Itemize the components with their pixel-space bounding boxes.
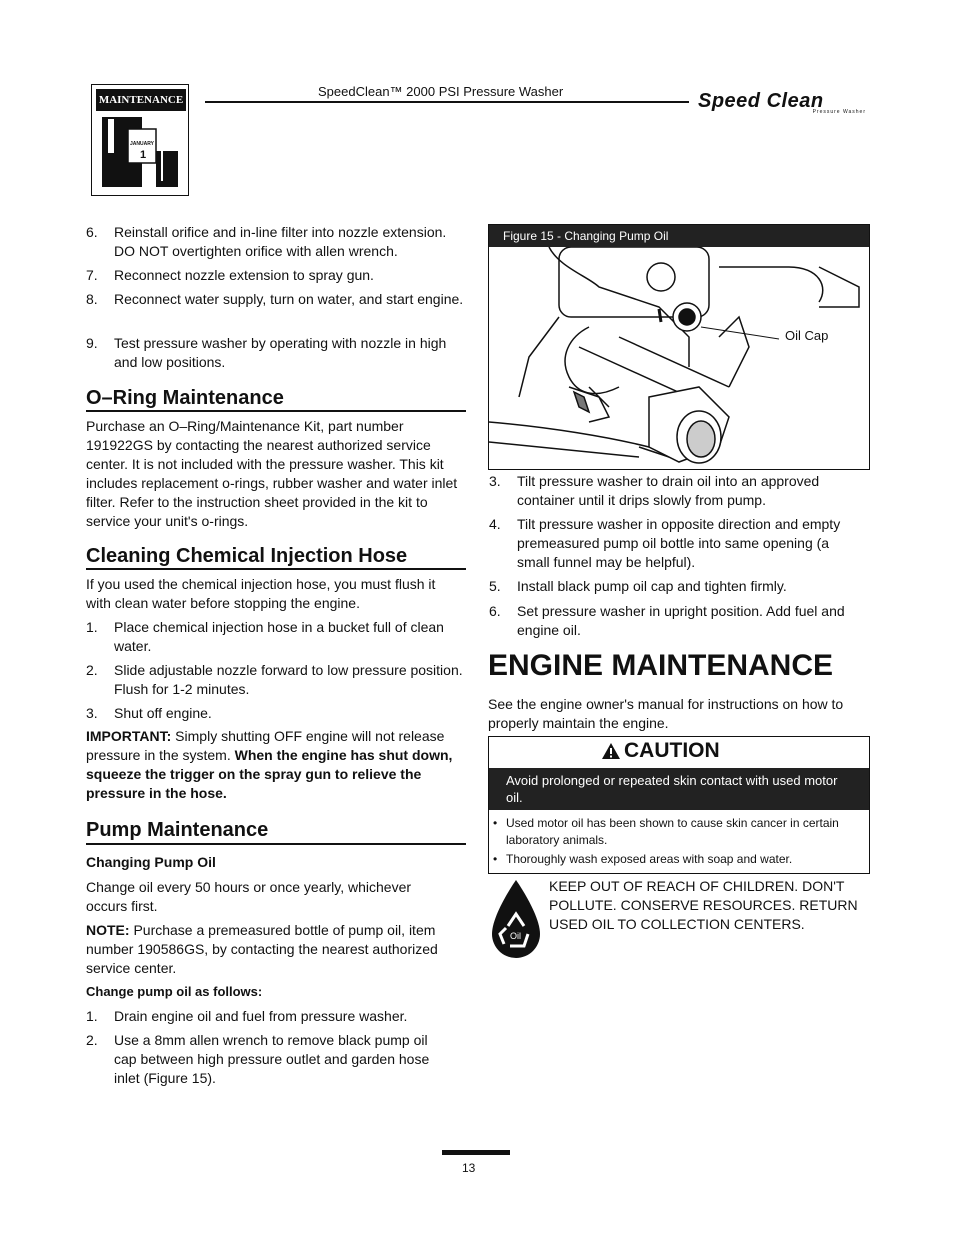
list-text: Reconnect nozzle extension to spray gun. [114,267,374,283]
list-number: 9. [86,335,98,351]
bullet-dot: • [493,816,498,830]
caution-bullet [493,815,863,849]
list-text: Tilt pressure washer in opposite direction and empty premeasured pump oil bottle into same opening (a small funnel may be helpful). [517,516,841,570]
pump-oil-illustration [489,247,869,469]
list-text: Test pressure washer by operating with nozzle in high and low positions. [114,335,447,370]
maintenance-badge [91,84,189,196]
list-number: 2. [86,1032,98,1048]
brand-sub: Pressure Washer [812,109,866,115]
important-note [86,727,461,803]
list-number: 5. [489,578,501,594]
header-title: SpeedClean™ 2000 PSI Pressure Washer [318,84,564,99]
caution-box [488,736,870,874]
important-bold: When the engine has shut down, squeeze the trigger on the spray gun to relieve the pressure in the hose. [86,747,453,801]
list-text: Reconnect water supply, turn on water, and start engine. [114,291,464,307]
pump-frequency: Change oil every 50 hours or once yearly, whichever occurs first. [86,879,412,914]
oring-body: Purchase an O–Ring/Maintenance Kit, part number 191922GS by contacting the nearest authorized service center. It is not included with the pressure washer. This kit includes replacement o-rings, rubber washer and water inlet filter. Refer to the instruction sheet provided in the kit to service your unit's o-rings. [86,418,458,529]
note-text: Purchase a premeasured bottle of pump oil, item number 190586GS, by contacting the nearest authorized service center. [86,922,438,976]
page-number: 13 [462,1161,476,1175]
important-label: IMPORTANT: [86,728,172,744]
recycle-text: KEEP OUT OF REACH OF CHILDREN. DON'T POLLUTE. CONSERVE RESOURCES. RETURN USED OIL TO COLLECTION CENTERS. [549,878,858,932]
list-number: 6. [86,224,98,240]
list-number: 8. [86,291,98,307]
caution-bullet [493,851,863,868]
list-text: Use a 8mm allen wrench to remove black pump oil cap between high pressure outlet and garden hose inlet (Figure 15). [114,1032,430,1086]
list-text: Place chemical injection hose in a bucket full of clean water. [114,619,444,654]
bullet-text: Used motor oil has been shown to cause skin cancer in certain laboratory animals. [506,816,839,847]
pump-rule [86,843,466,845]
footer-bar [442,1150,510,1155]
caution-banner: Avoid prolonged or repeated skin contact with used motor oil. [489,768,869,810]
header-rule [205,101,689,103]
list-number: 2. [86,662,98,678]
list-text: Reinstall orifice and in-line filter into nozzle extension. DO NOT overtighten orifice with allen wrench. [114,224,447,259]
list-text: Shut off engine. [114,705,212,721]
chem-heading: Cleaning Chemical Injection Hose [86,545,408,567]
list-text: Tilt pressure washer to drain oil into an approved container until it drips slowly from pump. [517,473,820,508]
list-number: 6. [489,603,501,619]
list-number: 7. [86,267,98,283]
pump-subheading: Changing Pump Oil [86,854,216,870]
oring-heading: O–Ring Maintenance [86,387,284,409]
chem-intro: If you used the chemical injection hose, you must flush it with clean water before stopping the engine. [86,576,436,611]
engine-heading: ENGINE MAINTENANCE [488,649,834,682]
bullet-text: Thoroughly wash exposed areas with soap and water. [506,852,793,866]
badge-day: 1 [140,149,147,161]
warning-icon [601,742,621,760]
important-text: Simply shutting OFF engine will not release pressure in the system. [86,728,445,763]
oil-icon-label: Oil [510,931,521,941]
badge-calendar: JANUARY [130,141,154,147]
figure-caption: Figure 15 - Changing Pump Oil [489,225,869,247]
engine-body: See the engine owner's manual for instructions on how to properly maintain the engine. [488,696,844,731]
figure-15 [488,224,870,470]
oil-recycle-icon [488,878,544,964]
brand-logo [698,90,868,116]
list-number: 3. [489,473,501,489]
caution-header [489,737,869,765]
pump-note [86,921,458,978]
list-text: Install black pump oil cap and tighten firmly. [517,578,787,594]
oil-cap-callout: Oil Cap [785,328,829,343]
chem-rule [86,568,466,570]
list-number: 4. [489,516,501,532]
bullet-dot: • [493,852,498,866]
list-number: 1. [86,619,98,635]
oring-rule [86,410,466,412]
pump-heading: Pump Maintenance [86,819,269,841]
list-number: 1. [86,1008,98,1024]
badge-label: MAINTENANCE [96,89,186,111]
list-number: 3. [86,705,98,721]
list-text: Set pressure washer in upright position. Add fuel and engine oil. [517,603,845,638]
caution-title: CAUTION [624,739,720,762]
list-text: Drain engine oil and fuel from pressure washer. [114,1008,408,1024]
note-label: NOTE: [86,922,130,938]
brand-name: Speed Clean [698,90,824,112]
list-text: Slide adjustable nozzle forward to low pressure position. Flush for 1-2 minutes. [114,662,463,697]
pump-steps-label: Change pump oil as follows: [86,984,263,999]
